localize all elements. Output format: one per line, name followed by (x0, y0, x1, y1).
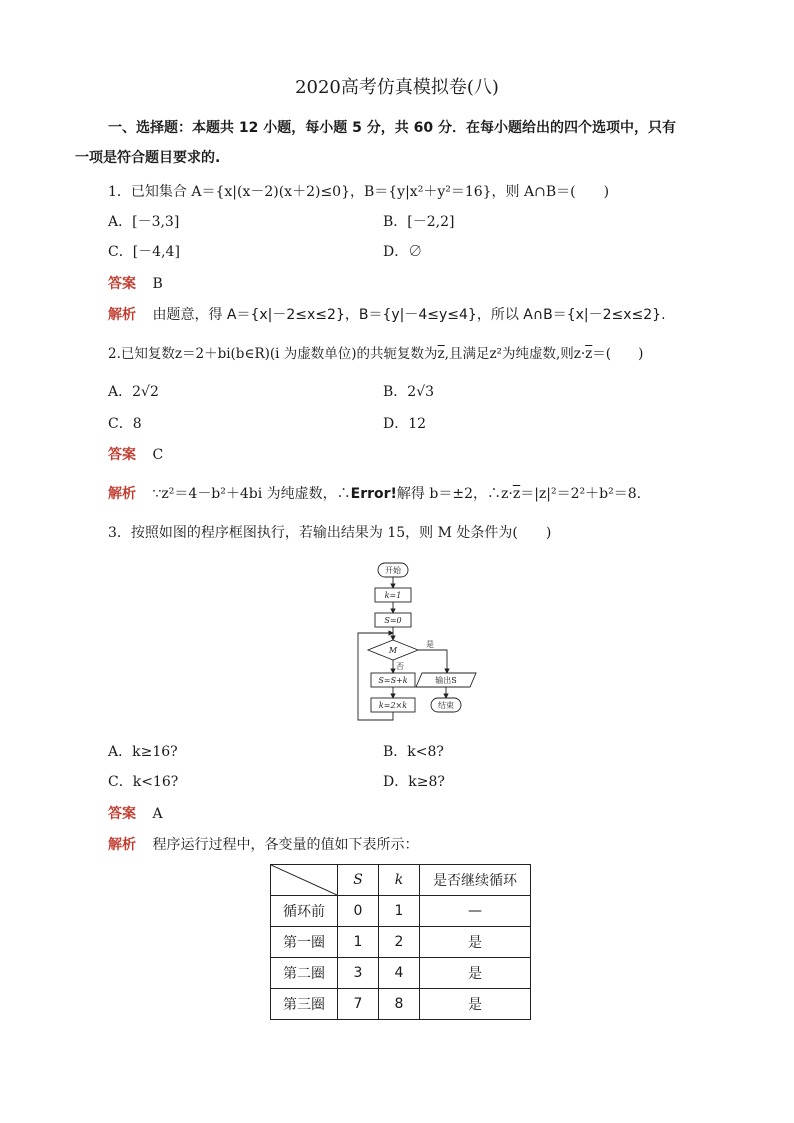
q1-analysis-row (108, 305, 666, 325)
flow-start-text: 开始 (385, 566, 401, 575)
table-cell: 是 (420, 927, 531, 958)
table-cell: 2 (379, 927, 420, 958)
flow-k-init-text: k=1 (384, 591, 402, 600)
q2-answer-row (108, 445, 163, 465)
answer-label: 答案 (108, 806, 136, 822)
answer-label: 答案 (108, 276, 136, 292)
table-header-cell: S (338, 865, 379, 896)
table-cell: 第三圈 (271, 989, 338, 1020)
q2-conjugate-2: $\overline{z}$ (585, 346, 593, 362)
table-row (271, 958, 531, 989)
q3-option-a: A．k≥16? (108, 744, 178, 760)
q3-answer-row (108, 804, 163, 824)
analysis-label: 解析 (108, 486, 136, 502)
q2-conjugate: $\overline{z}$ (437, 346, 445, 362)
table-row (271, 989, 531, 1020)
q3-option-c: C．k<16? (108, 774, 179, 790)
table-cell: 第一圈 (271, 927, 338, 958)
table-header-row (271, 865, 531, 896)
q2-stem-part3: ＝( ) (592, 346, 644, 362)
q3-stem: 3．按照如图的程序框图执行，若输出结果为 15，则 M 处条件为( ) (108, 525, 552, 541)
q1-option-b: B．[－2,2] (383, 214, 455, 230)
table-corner-cell (271, 865, 338, 896)
table-row (271, 927, 531, 958)
q2-stem-part1: 2.已知复数z＝2＋bi(b∈R)(i 为虚数单位)的共轭复数为 (108, 346, 438, 362)
table-cell: 3 (338, 958, 379, 989)
table-header-cell: 是否继续循环 (420, 865, 531, 896)
q2-analysis-part3: ＝|z|²＝2²＋b²＝8. (520, 486, 642, 502)
q2-option-c: C．8 (108, 416, 142, 432)
q3-analysis: 程序运行过程中，各变量的值如下表所示： (152, 837, 419, 853)
table-cell: 1 (338, 927, 379, 958)
table-cell: 7 (338, 989, 379, 1020)
table-row (271, 896, 531, 927)
q2-error-text: Error! (350, 486, 397, 502)
q1-answer: B (152, 276, 163, 292)
q2-option-d: D．12 (383, 416, 427, 432)
table-cell: 1 (379, 896, 420, 927)
q1-option-d: D．∅ (383, 244, 423, 260)
q2-option-b: B．2√3 (383, 384, 435, 400)
flow-s-init-text: S=0 (384, 616, 402, 625)
q1-option-a: A．[－3,3] (108, 214, 180, 230)
table-cell: 0 (338, 896, 379, 927)
table-cell: 4 (379, 958, 420, 989)
flow-cond-text: M (388, 646, 398, 655)
q2-stem-part2: ,且满足z²为纯虚数,则z· (444, 346, 586, 362)
loop-values-table (270, 864, 531, 1020)
flow-end-text: 结束 (438, 701, 454, 710)
flow-update-k-text: k=2×k (378, 701, 408, 710)
flow-yes-text: 是 (426, 640, 434, 649)
analysis-label: 解析 (108, 307, 136, 323)
q2-analysis-part1: ∵z²＝4－b²＋4bi 为纯虚数，∴ (152, 486, 351, 502)
flow-output-text: 输出S (435, 676, 457, 685)
q2-analysis-part2: 解得 b＝±2，∴z· (396, 486, 513, 502)
q2-analysis (152, 486, 641, 502)
table-cell: 是 (420, 989, 531, 1020)
page-title: 2020高考仿真模拟卷(八) (295, 77, 499, 98)
q1-stem: 1．已知集合 A＝{x|(x－2)(x＋2)≤0}，B＝{y|x²＋y²＝16}，则 A∩B＝( ) (108, 184, 610, 200)
q2-stem (108, 344, 643, 364)
q2-option-a: A．2√2 (108, 384, 159, 400)
q3-analysis-row (108, 835, 418, 855)
q3-option-d: D．k≥8? (383, 774, 445, 790)
q3-option-b: B．k<8? (383, 744, 444, 760)
diagonal-line (271, 865, 337, 895)
flow-update-s-text: S=S+k (378, 676, 408, 685)
section-heading-line1: 一、选择题：本题共 12 小题，每小题 5 分，共 60 分．在每小题给出的四个选项中，只有 (108, 120, 676, 136)
q2-answer: C (152, 447, 164, 463)
program-flowchart (350, 560, 490, 725)
q2-analysis-conjugate: $\overline{z}$ (512, 486, 521, 502)
q1-option-c: C．[－4,4] (108, 244, 180, 260)
table-cell: — (420, 896, 531, 927)
table-cell: 第二圈 (271, 958, 338, 989)
q1-answer-row (108, 274, 163, 294)
analysis-label: 解析 (108, 837, 136, 853)
table-cell: 是 (420, 958, 531, 989)
table-header-cell: k (379, 865, 420, 896)
table-cell: 循环前 (271, 896, 338, 927)
table-cell: 8 (379, 989, 420, 1020)
section-heading-line2: 一项是符合题目要求的. (75, 150, 221, 166)
q1-analysis: 由题意，得 A＝{x|－2≤x≤2}，B＝{y|－4≤y≤4}，所以 A∩B＝{x|－2≤x≤2}. (152, 307, 666, 323)
flow-no-text: 否 (396, 662, 404, 671)
q2-analysis-row (108, 484, 641, 504)
answer-label: 答案 (108, 447, 136, 463)
q3-answer: A (152, 806, 163, 822)
